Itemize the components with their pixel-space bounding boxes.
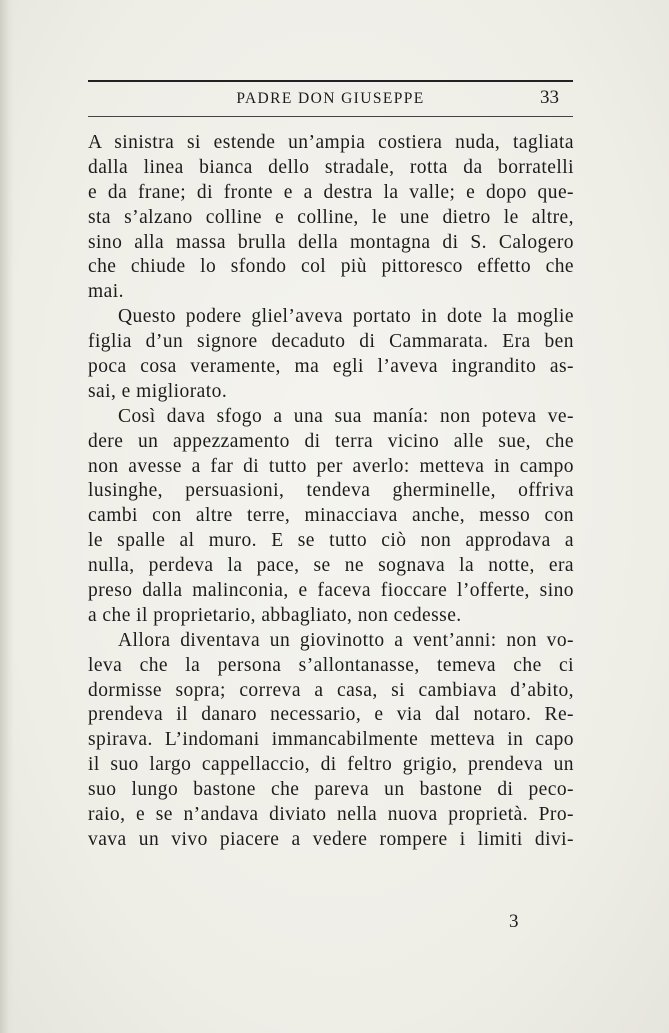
text-line: A sinistra si estende un’ampia costiera nuda, tagliata	[88, 132, 574, 153]
text-line: suo lungo bastone che pareva un bastone di peco-	[88, 779, 574, 801]
text-line: prendeva il danaro necessario, e via dal notaro. Re-	[88, 704, 574, 726]
body-text	[88, 131, 574, 853]
text-line: mai.	[88, 281, 124, 303]
text-line: raio, e se n’andava diviato nella nuova proprietà. Pro-	[88, 804, 574, 826]
text-line: e da frane; di fronte e a destra la valle; e dopo que-	[88, 181, 574, 203]
text-line: sta s’alzano colline e colline, le une dietro le altre,	[88, 206, 574, 228]
page-number: 33	[540, 87, 559, 108]
text-line: nulla, perdeva la pace, se ne sognava la notte, era	[88, 555, 574, 577]
text-line: dere un appezzamento di terra vicino alle sue, che	[88, 430, 574, 452]
text-line: che chiude lo sfondo col più pittoresco effetto che	[88, 256, 574, 278]
text-line: poca cosa veramente, ma egli l’aveva ingrandito as-	[88, 356, 574, 378]
text-line: le spalle al muro. E se tutto ciò non approdava a	[88, 530, 574, 552]
page-gutter-shadow	[0, 0, 14, 1033]
text-line: lusinghe, persuasioni, tendeva gherminelle, offriva	[88, 480, 574, 502]
text-line: Allora diventava un giovinotto a vent’anni: non vo-	[118, 629, 574, 651]
text-line: non avesse a far di tutto per averlo: metteva in campo	[88, 455, 574, 477]
running-title: PADRE DON GIUSEPPE	[236, 90, 425, 107]
text-line: preso dalla malinconia, e faceva fioccare l’offerte, sino	[88, 580, 574, 602]
text-line: vava un vivo piacere a vedere rompere i limiti divi-	[88, 828, 574, 850]
text-line: leva che la persona s’allontanasse, temeva che ci	[88, 654, 574, 676]
text-line: dormisse sopra; correva a casa, si cambiava d’abito,	[88, 679, 574, 701]
text-line: sai, e migliorato.	[88, 380, 228, 402]
text-line: sino alla massa brulla della montagna di S. Calogero	[88, 231, 574, 253]
running-header	[88, 80, 573, 118]
header-bottom-rule	[88, 116, 573, 117]
text-line: spirava. L’indomani immancabilmente metteva in capo	[88, 729, 574, 751]
signature-mark: 3	[509, 911, 519, 932]
text-line: Così dava sfogo a una sua manía: non poteva ve-	[118, 405, 574, 427]
text-line: il suo largo cappellaccio, di feltro grigio, prendeva un	[88, 754, 574, 776]
header-top-rule	[88, 80, 573, 82]
text-line: a che il proprietario, abbagliato, non cedesse.	[88, 604, 462, 626]
text-line: cambi con altre terre, minacciava anche, messo con	[88, 505, 574, 527]
text-line: figlia d’un signore decaduto di Cammarata. Era ben	[88, 331, 574, 353]
text-line: dalla linea bianca dello stradale, rotta da borratelli	[88, 156, 574, 178]
text-line: Questo podere gliel’aveva portato in dote la moglie	[118, 306, 574, 328]
